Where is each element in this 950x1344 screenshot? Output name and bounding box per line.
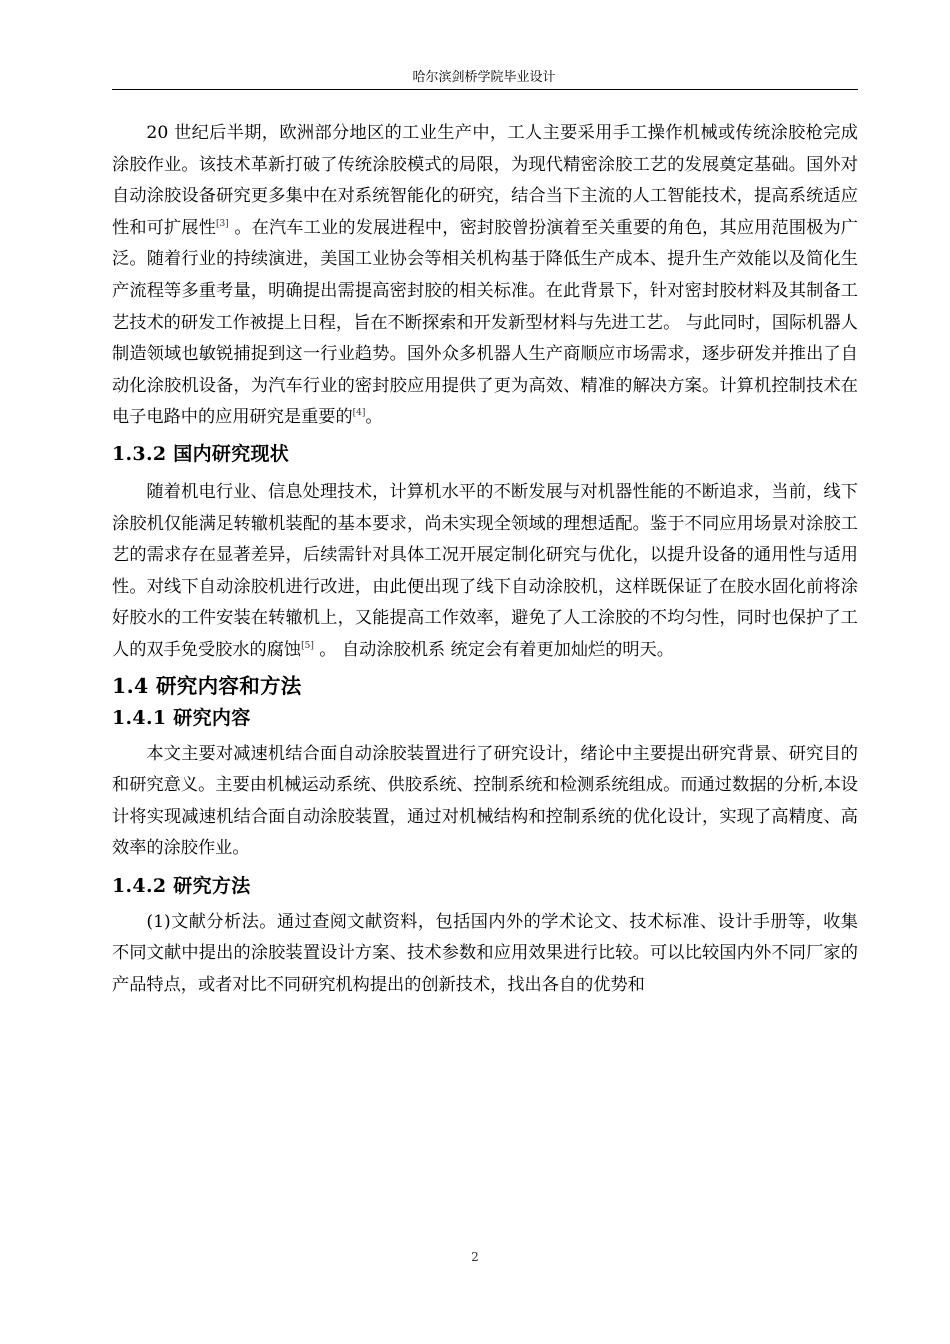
section-heading-1-4-2: 1.4.2 研究方法 [112,874,251,897]
paragraph-text: 。在汽车工业的发展进程中，密封胶曾扮演着至关重要的角色，其应用范围极为广泛。随着行业的持续演进，美国工业协会等相关机构基于降低生产成本、提升生产效能以及简化生产流程等多重考量，明确提出需提高密封胶的相关标准。在此背景下，针对密封胶材料及其制备工艺技术的研发工作被提上日程，旨在不断探索和开发新型材料与先进工艺。 与此同时，国际机器人制造领域也敏锐捕捉到这一行业趋势。国外众多机器人生产商顺应市场需求，逐步研发并推出了自动化涂胶机设备，为汽车行业的密封胶应用提供了更为高效、精准的解决方案。计算机控制技术在电子电路中的应用研究是重要的 [112,217,858,428]
paragraph-foreign-research [112,118,858,434]
page-footer [0,1250,950,1264]
paragraph-text: 。 自动涂胶机系 统定会有着更加灿烂的明天。 [313,639,674,660]
page-body [112,118,858,1002]
citation-ref: [5] [301,640,314,651]
page-number: 2 [471,1250,479,1264]
page-header [112,68,856,88]
header-title: 哈尔滨剑桥学院毕业设计 [412,70,556,85]
paragraph-research-content: 本文主要对减速机结合面自动涂胶装置进行了研究设计，绪论中主要提出研究背景、研究目的和研究意义。主要由机械运动系统、供胶系统、控制系统和检测系统组成。而通过数据的分析,本设计将实现减速机结合面自动涂胶装置，通过对机械结构和控制系统的优化设计，实现了高精度、高效率的涂胶作业。 [112,743,858,859]
paragraph-text: 20 世纪后半期，欧洲部分地区的工业生产中，工人主要采用手工操作机械或传统涂胶枪完成涂胶作业。该技术革新打破了传统涂胶模式的局限，为现代精密涂胶工艺的发展奠定基础。国外对自动涂胶设备研究更多集中在对系统智能化的研究，结合当下主流的人工智能技术，提高系统适应性和可扩展性 [112,123,858,238]
citation-ref: [3] [215,218,229,229]
section-heading-1-4: 1.4 研究内容和方法 [112,673,302,698]
citation-ref: [4] [352,408,366,419]
paragraph-domestic-research [112,477,858,667]
section-heading-1-4-1: 1.4.1 研究内容 [112,706,251,729]
section-heading-1-3-2: 1.3.2 国内研究现状 [112,442,290,465]
paragraph-text: 随着机电行业、信息处理技术，计算机水平的不断发展与对机器性能的不断追求，当前，线下涂胶机仅能满足转辙机装配的基本要求，尚未实现全领域的理想适配。鉴于不同应用场景对涂胶工艺的需求存在显著差异，后续需针对具体工况开展定制化研究与优化，以提升设备的通用性与适用性。对线下自动涂胶机进行改进，由此便出现了线下自动涂胶机，这样既保证了在胶水固化前将涂好胶水的工件安装在转辙机上，又能提高工作效率，避免了人工涂胶的不均匀性，同时也保护了工人的双手免受胶水的腐蚀 [112,481,858,660]
paragraph-research-methods: (1)文献分析法。通过查阅文献资料，包括国内外的学术论文、技术标准、设计手册等，收集不同文献中提出的涂胶装置设计方案、技术参数和应用效果进行比较。可以比较国内外不同厂家的产品特点，或者对比不同研究机构提出的创新技术，找出各自的优势和 [112,911,858,996]
header-divider [112,89,858,90]
paragraph-text: 。 [365,407,383,428]
